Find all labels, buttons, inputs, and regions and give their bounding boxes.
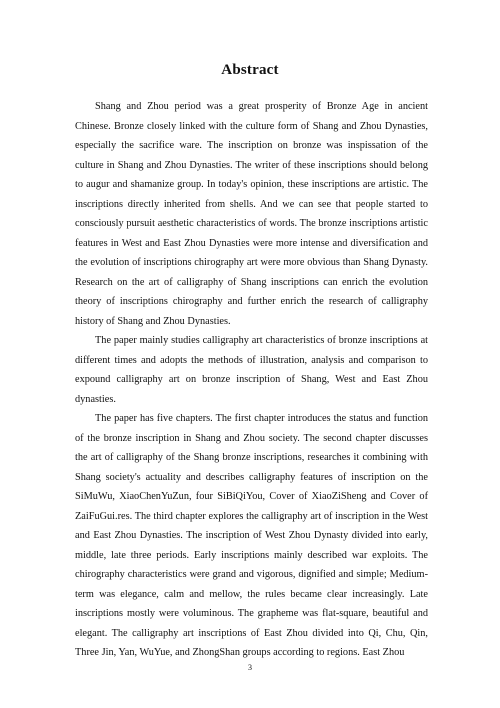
paragraph-1: Shang and Zhou period was a great prosperity of Bronze Age in ancient Chinese. Bronze closely linked with the culture form of Shang and Zhou Dynasties, especially the sacrifice ware. The inscription on bronze was inspissation of the culture in Shang and Zhou Dynasties. The writer of these inscriptions should belong to augur and shamanize group. In today's opinion, these inscriptions are artistic. The inscriptions directly inherited from shells. And we can see that people started to consciously pursuit aesthetic characteristics of words. The bronze inscriptions artistic features in West and East Zhou Dynasties were more intense and diversification and the evolution of inscriptions chirography art were more obvious than Shang Dynasty. Research on the art of calligraphy of Shang inscriptions can enrich the evolution theory of inscriptions chirography and further enrich the research of calligraphy history of Shang and Zhou Dynasties. [75, 101, 428, 327]
paragraph-3: The paper has five chapters. The first chapter introduces the status and function of the bronze inscription in Shang and Zhou society. The second chapter discusses the art of calligraphy of the Shang bronze inscriptions, researches it combining with Shang society's actuality and describes calligraphy features of inscription on the SiMuWu, XiaoChenYuZun, four SiBiQiYou, Cover of XiaoZiSheng and Cover of ZaiFuGui.res. The third chapter explores the calligraphy art of inscription in the West and East Zhou Dynasties. The inscription of West Zhou Dynasty divided into early, middle, late three periods. Early inscriptions mainly described war exploits. The chirography characteristics were grand and vigorous, dignified and simple; Medium-term was elegance, calm and mellow, the rules became clear increasingly. Late inscriptions mostly were voluminous. The grapheme was flat-square, beautiful and elegant. The calligraphy art inscriptions of East Zhou divided into Qi, Chu, Qin, Three Jin, Yan, WuYue, and ZhongShan groups according to regions. East Zhou [75, 413, 428, 658]
page-number: 3 [248, 663, 252, 672]
abstract-body [75, 97, 428, 663]
paragraph-2: The paper mainly studies calligraphy art characteristics of bronze inscriptions at different times and adopts the methods of illustration, analysis and comparison to expound calligraphy art on bronze inscription of Shang, West and East Zhou dynasties. [75, 335, 428, 405]
page-title: Abstract [221, 62, 279, 78]
